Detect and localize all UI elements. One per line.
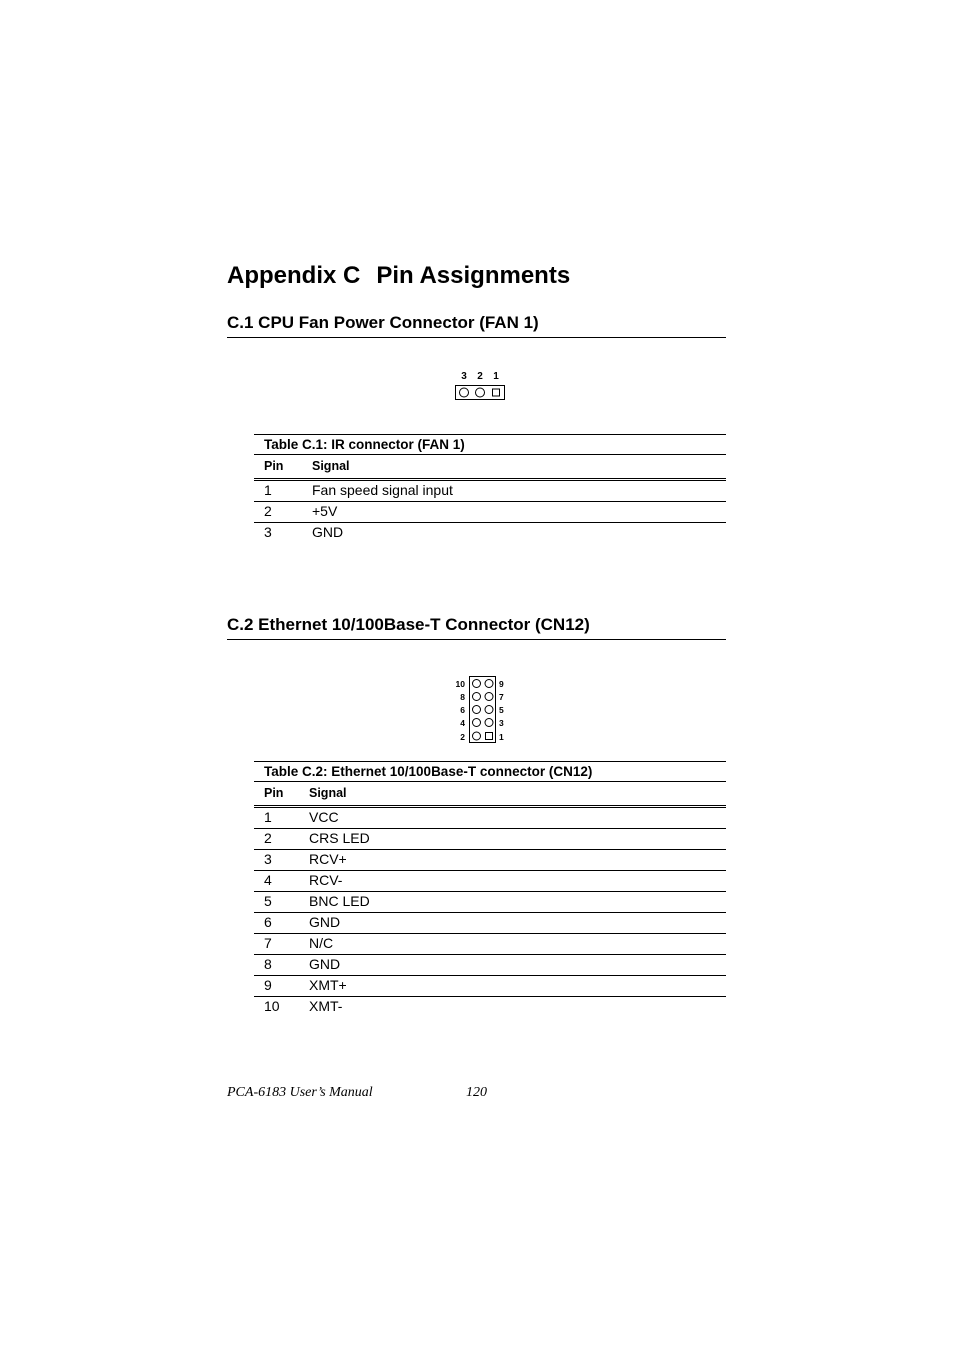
header-signal: Signal — [309, 786, 347, 800]
ethernet-pin-label: 10 — [455, 679, 465, 689]
ethernet-connector-diagram — [452, 674, 512, 746]
table-ethernet — [254, 761, 726, 1018]
ethernet-pin-label: 4 — [460, 718, 465, 728]
cell-signal: RCV+ — [309, 851, 347, 867]
cell-pin: 2 — [264, 503, 272, 519]
ethernet-pin-label: 6 — [460, 705, 465, 715]
ethernet-pin — [473, 719, 481, 727]
section-heading-fan: C.1 CPU Fan Power Connector (FAN 1) — [227, 313, 726, 338]
header-pin: Pin — [264, 459, 284, 473]
cell-signal: XMT- — [309, 998, 343, 1014]
table-header — [254, 782, 726, 808]
table-fan — [254, 434, 726, 544]
cell-pin: 2 — [264, 830, 272, 846]
fan-pin-3 — [460, 388, 469, 397]
appendix-label: Appendix C — [227, 262, 361, 289]
cell-signal: BNC LED — [309, 893, 370, 909]
cell-pin: 4 — [264, 872, 272, 888]
page-title — [227, 262, 570, 290]
table-caption: Table C.1: IR connector (FAN 1) — [254, 434, 726, 455]
footer-page-number: 120 — [466, 1085, 487, 1100]
table-row — [254, 955, 726, 976]
cell-signal: GND — [309, 914, 341, 930]
ethernet-pin-label: 9 — [499, 679, 504, 689]
table-row — [254, 481, 726, 502]
table-row — [254, 934, 726, 955]
fan-pin-label: 2 — [477, 371, 483, 382]
header-signal: Signal — [312, 459, 350, 473]
fan-connector-diagram — [452, 367, 508, 403]
ethernet-pin-label: 8 — [460, 692, 465, 702]
table-row — [254, 997, 726, 1018]
ethernet-pin-label: 2 — [460, 732, 465, 742]
fan-pin-label: 3 — [461, 371, 467, 382]
cell-pin: 9 — [264, 977, 272, 993]
fan-pin-2 — [476, 388, 485, 397]
cell-signal: VCC — [309, 809, 339, 825]
ethernet-pin — [485, 680, 493, 688]
table-row — [254, 892, 726, 913]
cell-signal: RCV- — [309, 872, 343, 888]
ethernet-pin — [473, 706, 481, 714]
cell-signal: GND — [309, 956, 341, 972]
table-row — [254, 502, 726, 523]
table-row — [254, 976, 726, 997]
cell-pin: 8 — [264, 956, 272, 972]
table-caption: Table C.2: Ethernet 10/100Base-T connector (CN12) — [254, 761, 726, 782]
ethernet-pin-label: 1 — [499, 732, 504, 742]
ethernet-pin — [473, 693, 481, 701]
section-heading-ethernet: C.2 Ethernet 10/100Base-T Connector (CN12) — [227, 615, 726, 640]
header-pin: Pin — [264, 786, 284, 800]
table-row — [254, 871, 726, 892]
appendix-title: Pin Assignments — [376, 262, 571, 289]
ethernet-pin-label: 7 — [499, 692, 504, 702]
cell-pin: 7 — [264, 935, 272, 951]
cell-pin: 6 — [264, 914, 272, 930]
cell-signal: N/C — [309, 935, 334, 951]
ethernet-pin — [473, 732, 481, 740]
cell-pin: 1 — [264, 482, 272, 498]
ethernet-pin-label: 3 — [499, 718, 504, 728]
cell-signal: XMT+ — [309, 977, 347, 993]
table-header — [254, 455, 726, 481]
table-row — [254, 850, 726, 871]
cell-pin: 3 — [264, 851, 272, 867]
ethernet-pin — [485, 693, 493, 701]
fan-pin-label: 1 — [493, 371, 499, 382]
table-row — [254, 523, 726, 544]
fan-pin-1 — [493, 389, 500, 396]
footer-manual-title: PCA-6183 User’s Manual — [227, 1085, 373, 1100]
cell-pin: 3 — [264, 524, 272, 540]
table-row — [254, 829, 726, 850]
cell-signal: GND — [312, 524, 344, 540]
cell-signal: Fan speed signal input — [312, 482, 453, 498]
ethernet-pin-1 — [486, 733, 493, 740]
ethernet-pin — [485, 706, 493, 714]
ethernet-pin-label: 5 — [499, 705, 504, 715]
table-row — [254, 913, 726, 934]
cell-signal: +5V — [312, 503, 338, 519]
cell-pin: 10 — [264, 998, 280, 1014]
ethernet-pin — [473, 680, 481, 688]
cell-pin: 1 — [264, 809, 272, 825]
cell-signal: CRS LED — [309, 830, 370, 846]
ethernet-pin — [485, 719, 493, 727]
cell-pin: 5 — [264, 893, 272, 909]
table-row — [254, 808, 726, 829]
